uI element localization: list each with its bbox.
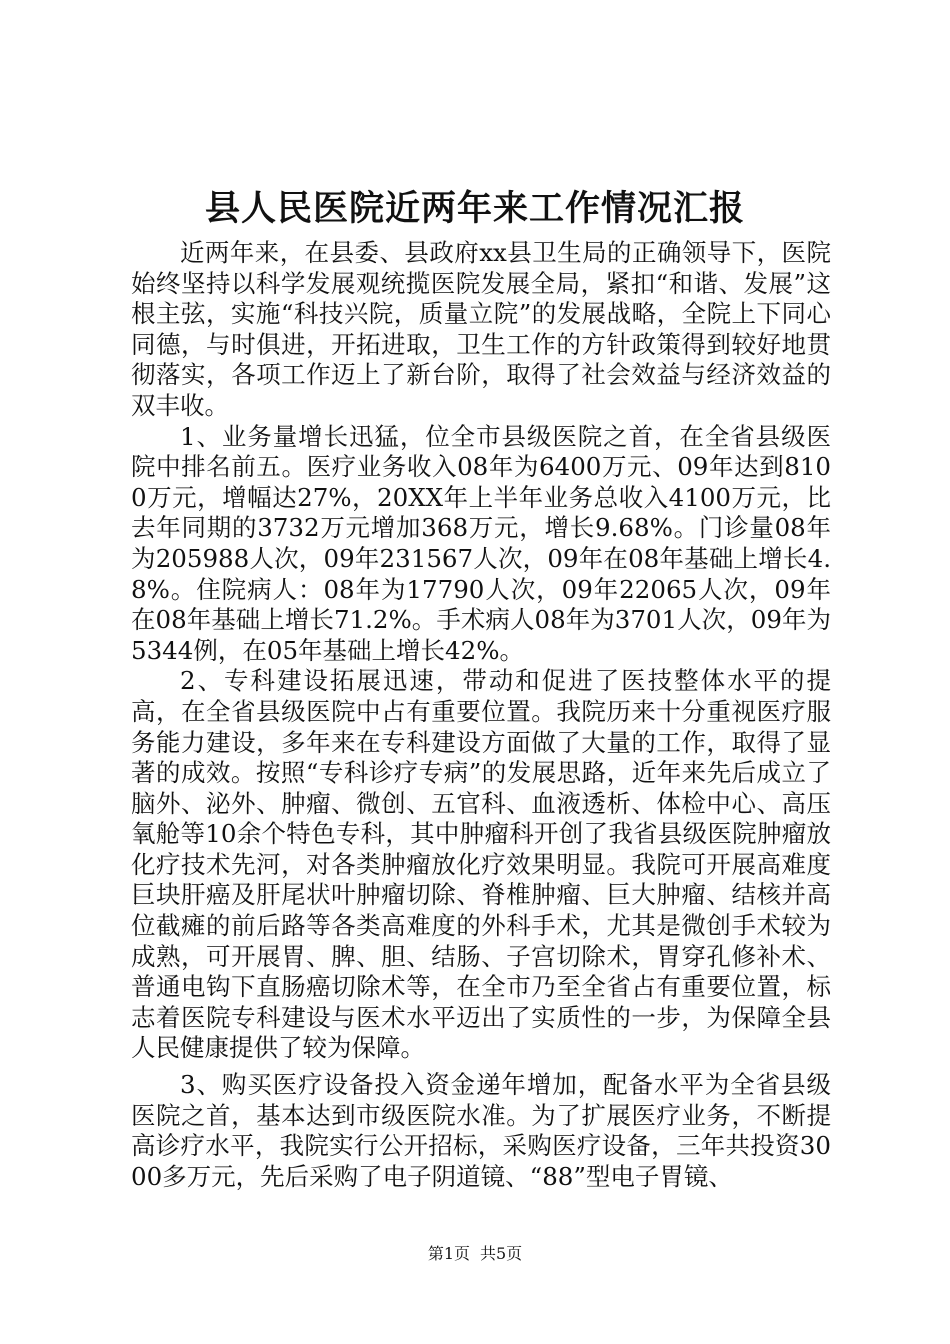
paragraph-intro: 近两年来，在县委、县政府xx县卫生局的正确领导下，医院始终坚持以科学发展观统揽医院发展全局，紧扣“和谐、发展”这根主弦，实施“科技兴院，质量立院”的发展战略，全院上下同心同德，与时俱进，开拓进取，卫生工作的方针政策得到较好地贯彻落实，各项工作迈上了新台阶，取得了社会效益与经济效益的双丰收。 xyxy=(131,238,831,420)
page-footer xyxy=(0,1243,950,1265)
paragraph-medical-equipment: 3、购买医疗设备投入资金递年增加，配备水平为全省县级医院之首，基本达到市级医院水准。为了扩展医疗业务，不断提高诊疗水平，我院实行公开招标，采购医疗设备，三年共投资3000多万元，先后采购了电子阴道镜、“88”型电子胃镜、 xyxy=(131,1070,831,1191)
page-number: 第1页 xyxy=(427,1244,470,1263)
page-total: 共5页 xyxy=(480,1244,523,1263)
document-body xyxy=(131,238,831,1192)
paragraph-business-volume: 1、业务量增长迅猛，位全市县级医院之首，在全省县级医院中排名前五。医疗业务收入08年为6400万元、09年达到8100万元，增幅达27%，20XX年上半年业务总收入4100万元，比去年同期的3732万元增加368万元，增长9.68%。门诊量08年为205988人次，09年231567人次，09年在08年基础上增长4.8%。住院病人：08年为17790人次，09年22065人次，09年在08年基础上增长71.2%。手术病人08年为3701人次，09年为5344例，在05年基础上增长42%。 xyxy=(131,421,831,665)
document-title: 县人民医院近两年来工作情况汇报 xyxy=(204,188,745,229)
paragraph-specialty-construction: 2、专科建设拓展迅速，带动和促进了医技整体水平的提高，在全省县级医院中占有重要位置。我院历来十分重视医疗服务能力建设，多年来在专科建设方面做了大量的工作，取得了显著的成效。按照“专科诊疗专病”的发展思路，近年来先后成立了脑外、泌外、肿瘤、微创、五官科、血液透析、体检中心、高压氧舱等10余个特色专科，其中肿瘤科开创了我省县级医院肿瘤放化疗技术先河，对各类肿瘤放化疗效果明显。我院可开展高难度巨块肝癌及肝尾状叶肿瘤切除、脊椎肿瘤、巨大肿瘤、结核并高位截瘫的前后路等各类高难度的外科手术，尤其是微创手术较为成熟，可开展胃、脾、胆、结肠、子宫切除术，胃穿孔修补术、普通电钩下直肠癌切除术等，在全市乃至全省占有重要位置，标志着医院专科建设与医术水平迈出了实质性的一步，为保障全县人民健康提供了较为保障。 xyxy=(131,666,831,1063)
